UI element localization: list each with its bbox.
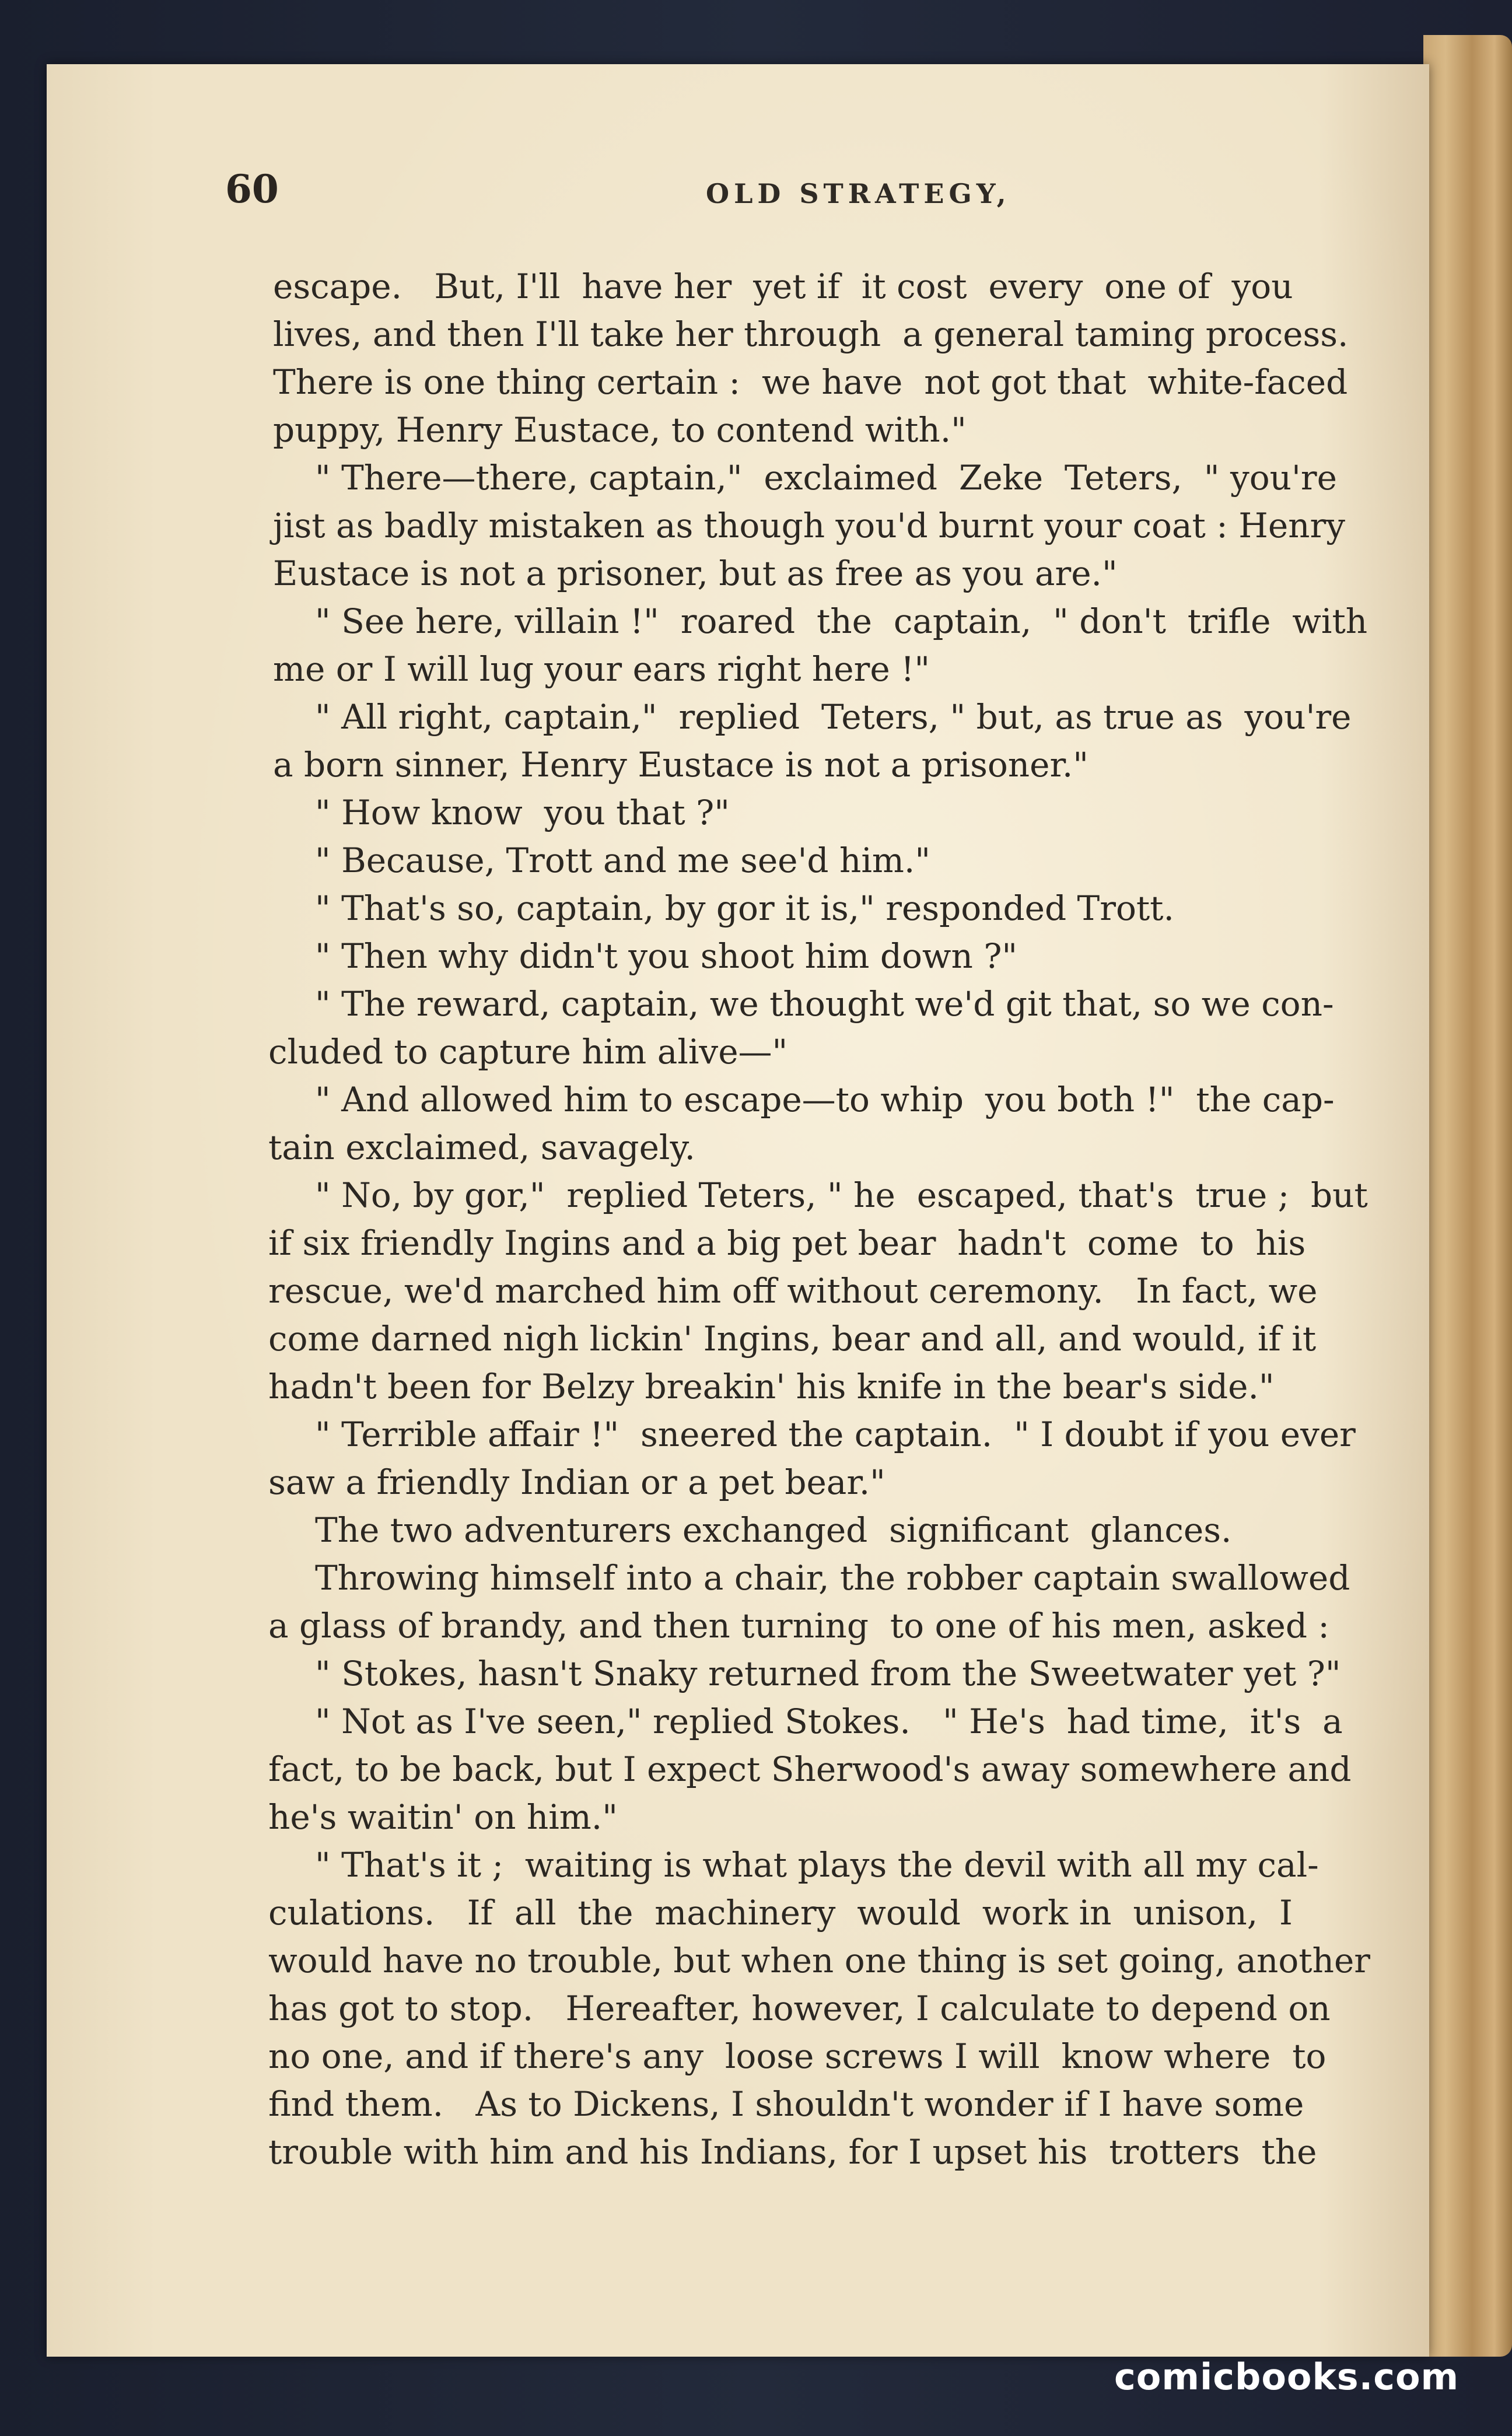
text-line: " The reward, captain, we thought we'd git that, so we con-	[315, 984, 1334, 1024]
text-line: would have no trouble, but when one thing is set going, another	[268, 1941, 1370, 1980]
text-line: come darned nigh lickin' Ingins, bear and all, and would, if it	[268, 1319, 1317, 1359]
text-line: find them. As to Dickens, I shouldn't wonder if I have some	[268, 2084, 1304, 2124]
text-line: " No, by gor," replied Teters, " he escaped, that's true ; but	[315, 1175, 1368, 1215]
text-line: if six friendly Ingins and a big pet bear hadn't come to his	[268, 1223, 1306, 1263]
text-line: Eustace is not a prisoner, but as free as you are."	[273, 554, 1118, 593]
text-line: " How know you that ?"	[315, 793, 730, 832]
text-line: " And allowed him to escape—to whip you both !" the cap-	[315, 1080, 1335, 1119]
text-line: " Because, Trott and me see'd him."	[315, 841, 931, 880]
text-line: cluded to capture him alive—"	[268, 1032, 788, 1072]
text-line: puppy, Henry Eustace, to contend with."	[273, 410, 967, 450]
text-line: hadn't been for Belzy breakin' his knife in the bear's side."	[268, 1367, 1275, 1406]
text-line: fact, to be back, but I expect Sherwood's away somewhere and	[268, 1749, 1352, 1789]
text-line: There is one thing certain : we have not got that white-faced	[273, 362, 1348, 402]
book-page-edges	[1423, 35, 1512, 2357]
text-line: The two adventurers exchanged significant glances.	[315, 1510, 1232, 1550]
text-line: lives, and then I'll take her through a general taming process.	[273, 314, 1349, 354]
text-line: a born sinner, Henry Eustace is not a prisoner."	[273, 745, 1088, 785]
text-line: " That's so, captain, by gor it is," responded Trott.	[315, 888, 1174, 928]
text-line: a glass of brandy, and then turning to one of his men, asked :	[268, 1606, 1329, 1646]
page-number: 60	[225, 166, 279, 212]
text-line: no one, and if there's any loose screws I will know where to	[268, 2036, 1326, 2076]
text-line: escape. But, I'll have her yet if it cost every one of you	[273, 267, 1293, 306]
text-line: he's waitin' on him."	[268, 1797, 618, 1837]
text-line: " Stokes, hasn't Snaky returned from the Sweetwater yet ?"	[315, 1654, 1341, 1693]
text-line: " Not as I've seen," replied Stokes. " He's had time, it's a	[315, 1702, 1343, 1741]
text-line: " Terrible affair !" sneered the captain. " I doubt if you ever	[315, 1415, 1356, 1454]
text-line: " All right, captain," replied Teters, " but, as true as you're	[315, 697, 1352, 737]
site-watermark: comicbooks.com	[1114, 2356, 1460, 2398]
text-line: " Then why didn't you shoot him down ?"	[315, 936, 1018, 976]
text-line: culations. If all the machinery would work in unison, I	[268, 1893, 1293, 1933]
text-line: rescue, we'd marched him off without ceremony. In fact, we	[268, 1271, 1318, 1311]
text-line: " That's it ; waiting is what plays the devil with all my cal-	[315, 1845, 1319, 1885]
text-line: Throwing himself into a chair, the robber captain swallowed	[315, 1558, 1350, 1598]
text-line: me or I will lug your ears right here !"	[273, 649, 930, 689]
text-line: saw a friendly Indian or a pet bear."	[268, 1462, 886, 1502]
text-line: " There—there, captain," exclaimed Zeke Teters, " you're	[315, 458, 1337, 498]
running-head: OLD STRATEGY,	[706, 178, 1011, 209]
text-line: tain exclaimed, savagely.	[268, 1128, 695, 1167]
text-line: has got to stop. Hereafter, however, I calculate to depend on	[268, 1989, 1331, 2028]
text-line: trouble with him and his Indians, for I upset his trotters the	[268, 2132, 1317, 2172]
text-line: " See here, villain !" roared the captain, " don't trifle with	[315, 601, 1368, 641]
text-line: jist as badly mistaken as though you'd burnt your coat : Henry	[273, 506, 1346, 545]
